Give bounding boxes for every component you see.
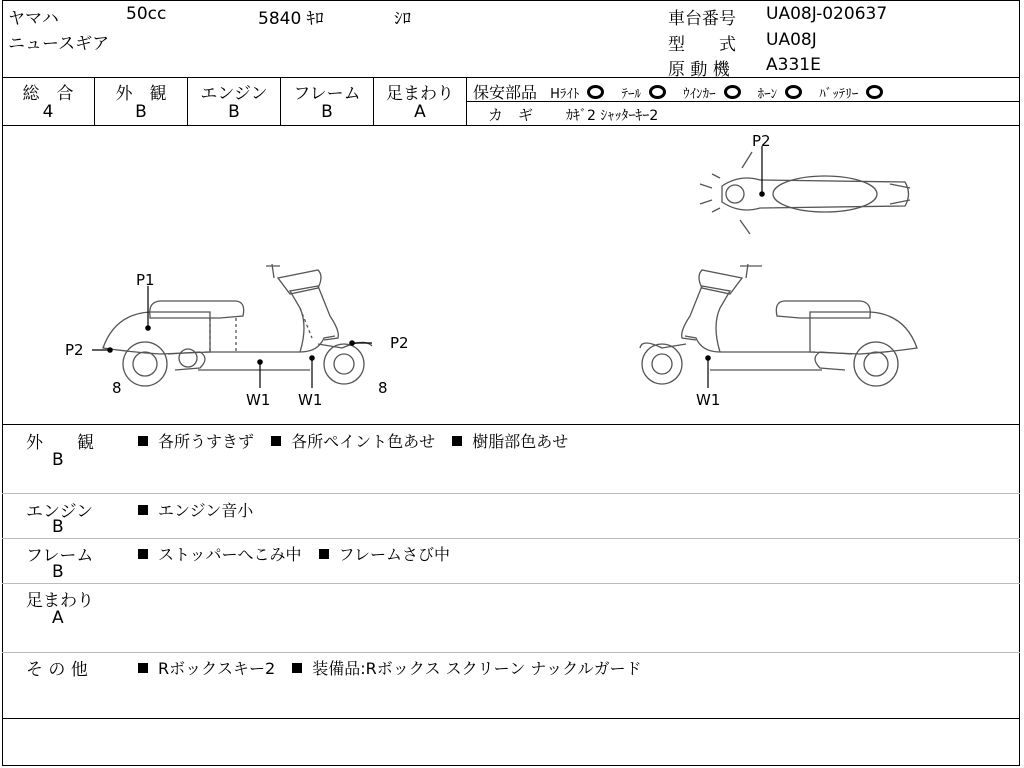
scooter-right-view (640, 264, 917, 386)
model-name: ニュースギア (8, 34, 110, 54)
label-8-a: 8 (112, 379, 122, 397)
safety-item-horn: ﾎｰﾝ (758, 87, 815, 102)
label-8-b: 8 (378, 379, 388, 397)
mileage: 5840 ｷﾛ (258, 9, 324, 29)
label-w1-b: W1 (298, 391, 323, 409)
label-w1-right: W1 (696, 391, 721, 409)
ok-mark-icon (587, 85, 604, 99)
label-p1-left: P1 (136, 271, 155, 289)
engine-value: A331E (766, 55, 821, 75)
divider (2, 77, 1020, 78)
grade-value-overall: 4 (42, 102, 54, 122)
color: ｼﾛ (394, 9, 411, 29)
label-w1-a: W1 (246, 391, 271, 409)
ok-mark-icon (866, 85, 883, 99)
remark-grade-suspension: A (52, 608, 64, 628)
type-label: 型 式 (668, 35, 736, 55)
ok-mark-icon (724, 85, 741, 99)
grade-value-suspension: A (414, 102, 426, 122)
remark-items-exterior: 各所うすきず 各所ペイント色あせ 樹脂部色あせ (138, 429, 580, 452)
safety-parts-row (473, 80, 895, 103)
type-value: UA08J (766, 30, 817, 50)
safety-label: 保安部品 (473, 83, 538, 102)
maker: ヤマハ (8, 9, 59, 29)
remark-grade-exterior: B (52, 450, 64, 470)
ok-mark-icon (785, 85, 802, 99)
divider (2, 538, 1020, 539)
remark-label-other: そ の 他 (26, 660, 88, 680)
divider (2, 652, 1020, 653)
grade-label-exterior: 外 観 (115, 84, 167, 104)
grade-value-engine: B (228, 102, 240, 122)
grade-label-engine: エンジン (200, 84, 268, 104)
key-value: ｶｷﾞ2 ｼｬｯﾀｰｷｰ2 (566, 108, 659, 124)
scooter-diagrams (0, 126, 1020, 424)
grade-label-suspension: 足まわり (386, 84, 454, 104)
safety-item-tail: ﾃｰﾙ (621, 87, 678, 102)
frame-no: UA08J-020637 (766, 4, 888, 24)
remark-label-engine: エンジン (26, 502, 94, 522)
remark-items-frame: ストッパーへこみ中 フレームさび中 (138, 542, 462, 565)
grade-label-overall: 総 合 (22, 84, 74, 104)
grade-label-frame: フレーム (293, 84, 361, 104)
leader-lines-right (706, 356, 710, 388)
remark-label-frame: フレーム (26, 546, 94, 566)
divider (2, 424, 1020, 425)
safety-item-headlight: Hﾗｲﾄ (550, 87, 616, 102)
remark-items-other: Rボックスキー2 装備品:Rボックス スクリーン ナックルガード (138, 656, 654, 679)
scooter-top-view (700, 152, 910, 234)
remark-label-suspension: 足まわり (26, 591, 94, 611)
label-p2-top: P2 (752, 132, 771, 150)
remark-items-engine: エンジン音小 (138, 498, 265, 521)
remark-grade-frame: B (52, 562, 64, 582)
ok-mark-icon (649, 85, 666, 99)
divider (466, 77, 467, 125)
divider (2, 718, 1020, 719)
safety-item-winker: ｳｲﾝｶｰ (683, 87, 753, 102)
key-label: カ ギ (488, 106, 534, 124)
grade-value-exterior: B (135, 102, 147, 122)
displacement: 50cc (126, 4, 167, 24)
divider (2, 583, 1020, 584)
safety-item-battery: ﾊﾞｯﾃﾘｰ (819, 87, 895, 102)
divider (2, 493, 1020, 494)
label-p2-rear: P2 (390, 334, 409, 352)
remark-grade-engine: B (52, 517, 64, 537)
remark-label-exterior: 外 観 (26, 433, 94, 453)
label-p2-front: P2 (65, 341, 84, 359)
grade-value-frame: B (321, 102, 333, 122)
frame-no-label: 車台番号 (668, 9, 736, 29)
engine-label: 原 動 機 (668, 60, 730, 80)
leader-lines-top (760, 146, 764, 196)
